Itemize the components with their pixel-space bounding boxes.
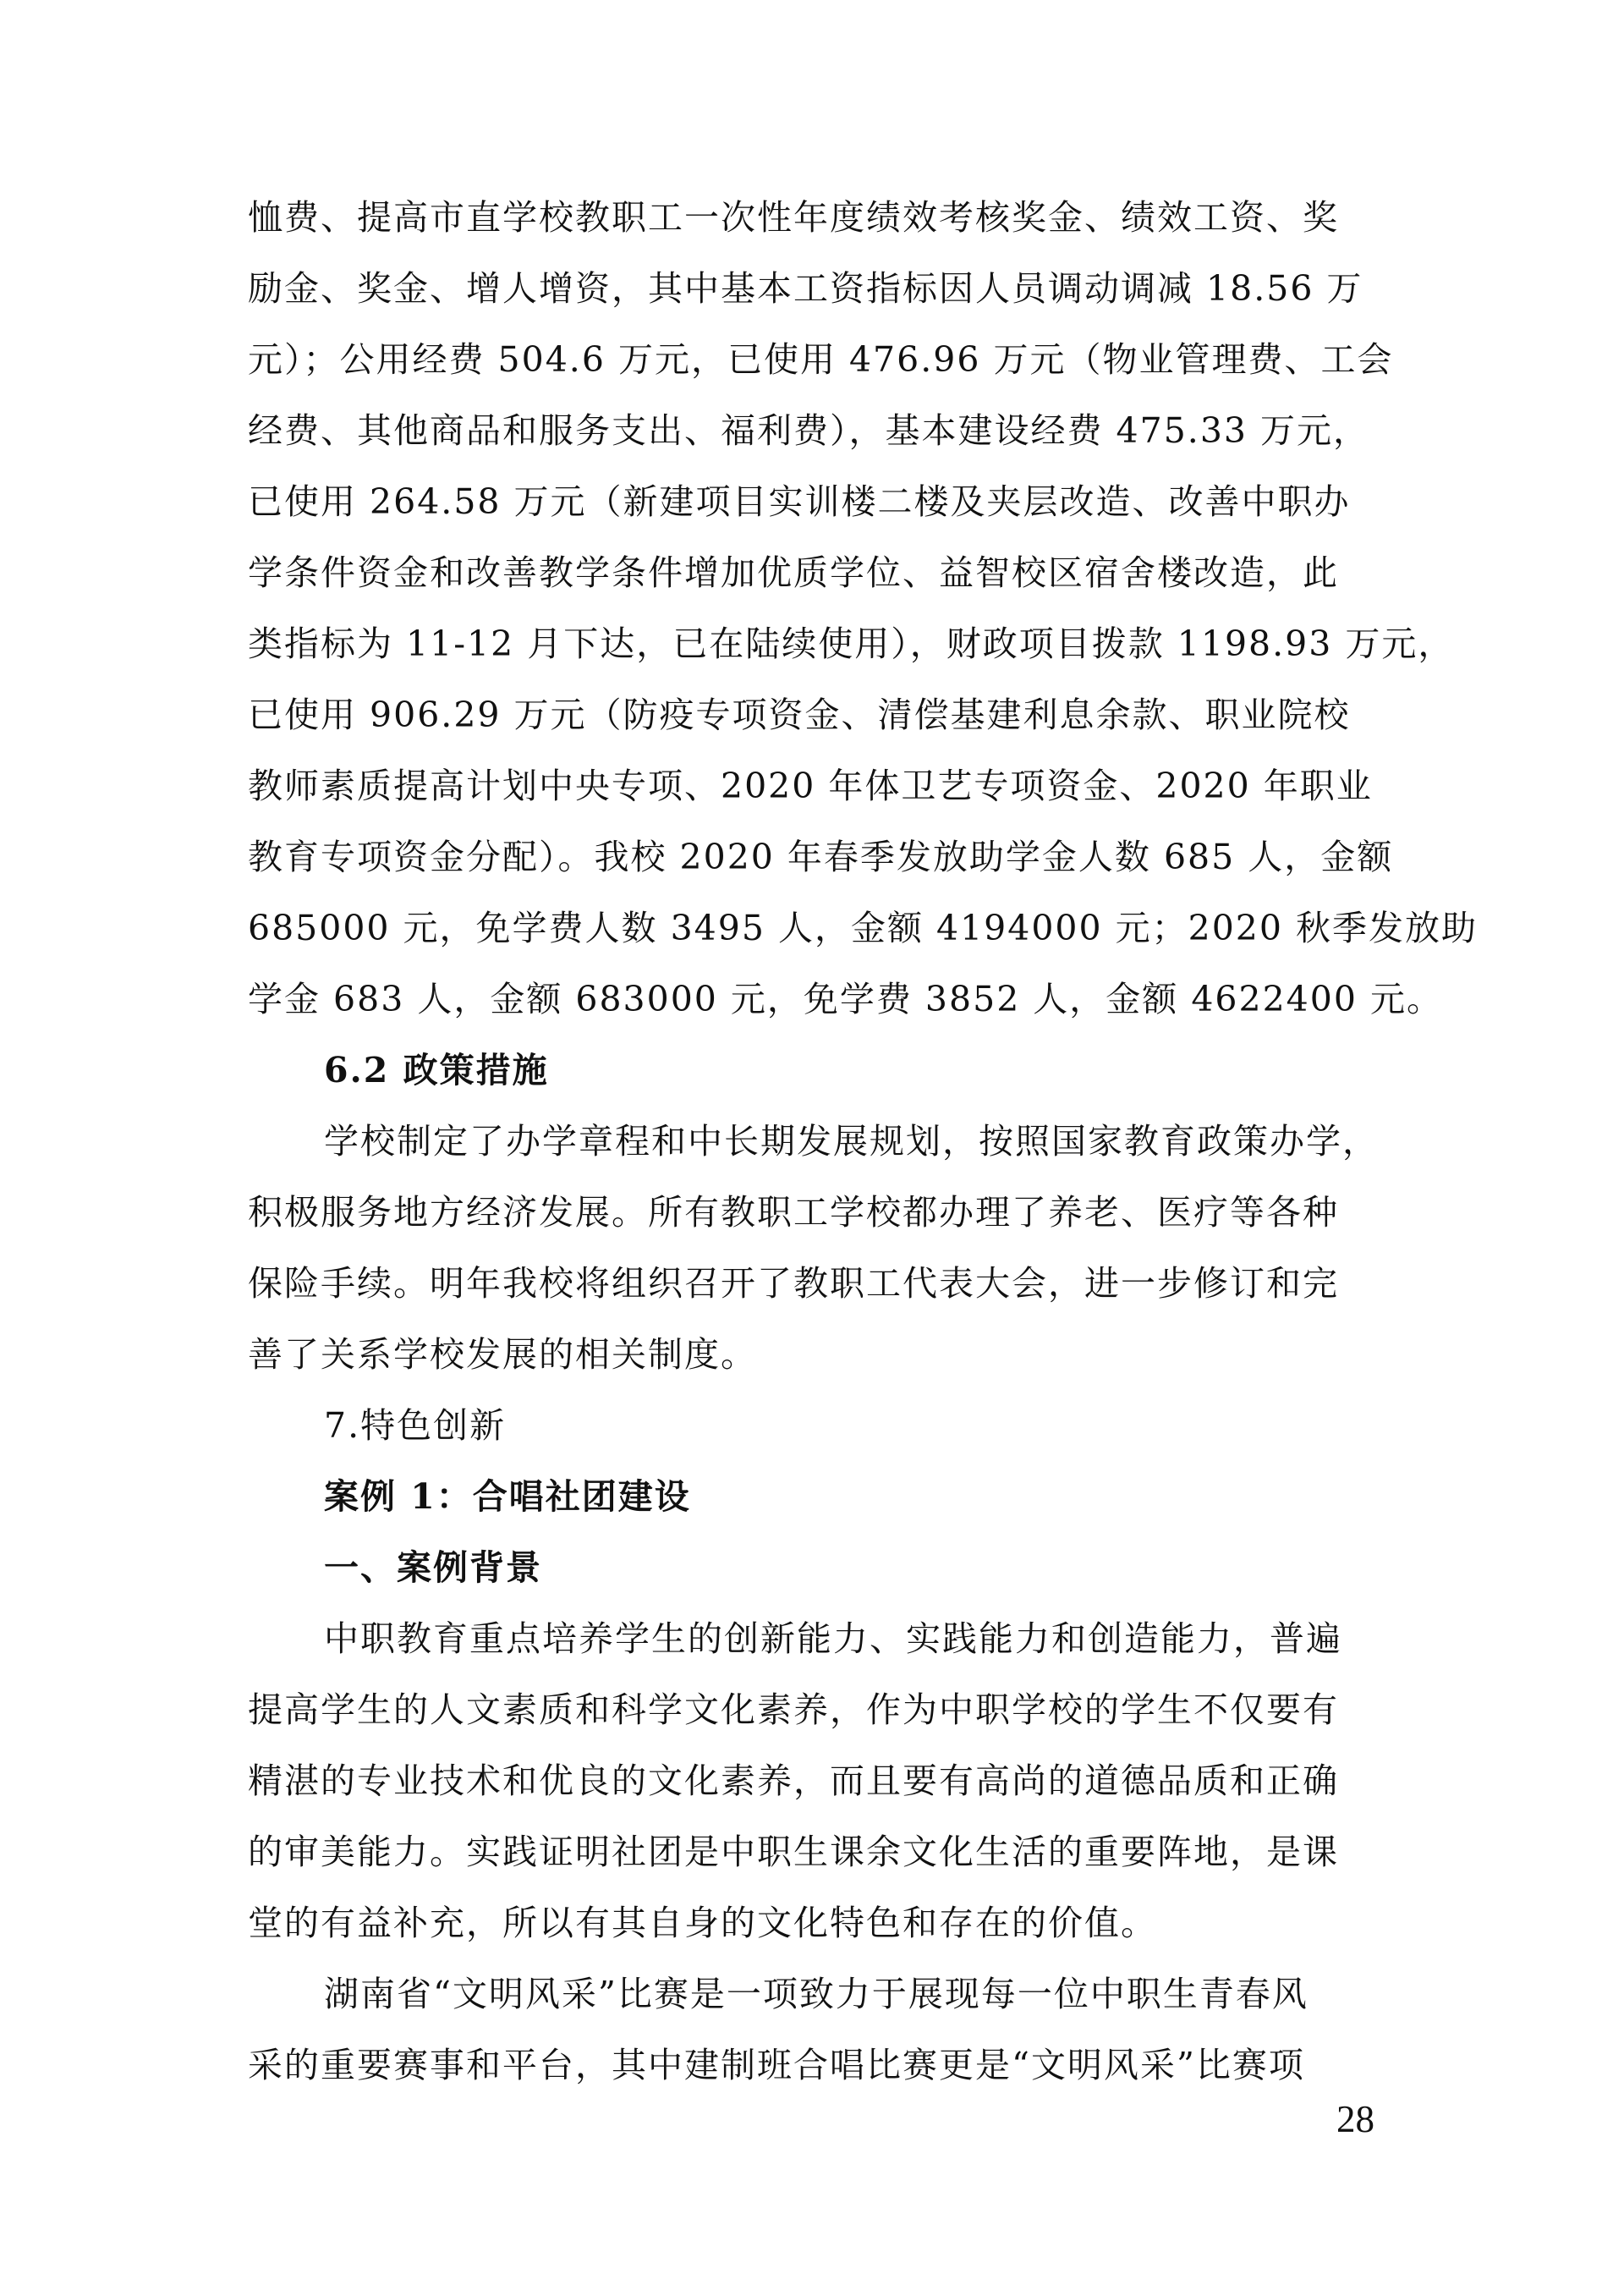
text-line: 已使用 906.29 万元（防疫专项资金、清偿基建利息余款、职业院校 <box>248 695 1351 735</box>
text-line: 积极服务地方经济发展。所有教职工学校都办理了养老、医疗等各种 <box>248 1192 1339 1233</box>
text-line: 经费、其他商品和服务支出、福利费），基本建设经费 475.33 万元， <box>248 410 1370 451</box>
text-line: 学金 683 人，金额 683000 元，免学费 3852 人，金额 4622400 元。 <box>248 979 1443 1019</box>
text-line: 685000 元，免学费人数 3495 人，金额 4194000 元；2020 秋季发放助 <box>248 908 1478 948</box>
text-line: 精湛的专业技术和优良的文化素养，而且要有高尚的道德品质和正确 <box>248 1760 1339 1801</box>
text-line: 中职教育重点培养学生的创新能力、实践能力和创造能力，普遍 <box>324 1618 1342 1659</box>
section-heading-6-2: 6.2 政策措施 <box>324 1050 549 1090</box>
text-line: 提高学生的人文素质和科学文化素养，作为中职学校的学生不仅要有 <box>248 1689 1339 1730</box>
text-line: 类指标为 11-12 月下达，已在陆续使用），财政项目拨款 1198.93 万元， <box>248 623 1455 664</box>
case-heading: 案例 1：合唱社团建设 <box>324 1476 691 1517</box>
text-line: 湖南省“文明风采”比赛是一项致力于展现每一位中职生青春风 <box>324 1974 1309 2014</box>
text-line: 善了关系学校发展的相关制度。 <box>248 1334 757 1375</box>
text-line: 学校制定了办学章程和中长期发展规划，按照国家教育政策办学， <box>324 1121 1379 1162</box>
text-line: 采的重要赛事和平台，其中建制班合唱比赛更是“文明风采”比赛项 <box>248 2045 1305 2085</box>
text-line: 教师素质提高计划中央专项、2020 年体卫艺专项资金、2020 年职业 <box>248 766 1373 806</box>
subsection-heading: 一、案例背景 <box>324 1547 542 1588</box>
page-number: 28 <box>1336 2098 1374 2140</box>
text-line: 教育专项资金分配）。我校 2020 年春季发放助学金人数 685 人，金额 <box>248 837 1394 877</box>
text-line: 的审美能力。实践证明社团是中职生课余文化生活的重要阵地，是课 <box>248 1832 1339 1872</box>
section-heading-7: 7.特色创新 <box>324 1405 507 1446</box>
text-line: 学条件资金和改善教学条件增加优质学位、益智校区宿舍楼改造，此 <box>248 552 1339 593</box>
text-line: 恤费、提高市直学校教职工一次性年度绩效考核奖金、绩效工资、奖 <box>248 197 1339 238</box>
text-line: 励金、奖金、增人增资，其中基本工资指标因人员调动调减 18.56 万 <box>248 268 1363 309</box>
text-line: 元）；公用经费 504.6 万元，已使用 476.96 万元（物业管理费、工会 <box>248 339 1394 380</box>
text-line: 保险手续。明年我校将组织召开了教职工代表大会，进一步修订和完 <box>248 1263 1339 1304</box>
text-line: 已使用 264.58 万元（新建项目实训楼二楼及夹层改造、改善中职办 <box>248 481 1351 522</box>
text-line: 堂的有益补充，所以有其自身的文化特色和存在的价值。 <box>248 1903 1157 1943</box>
